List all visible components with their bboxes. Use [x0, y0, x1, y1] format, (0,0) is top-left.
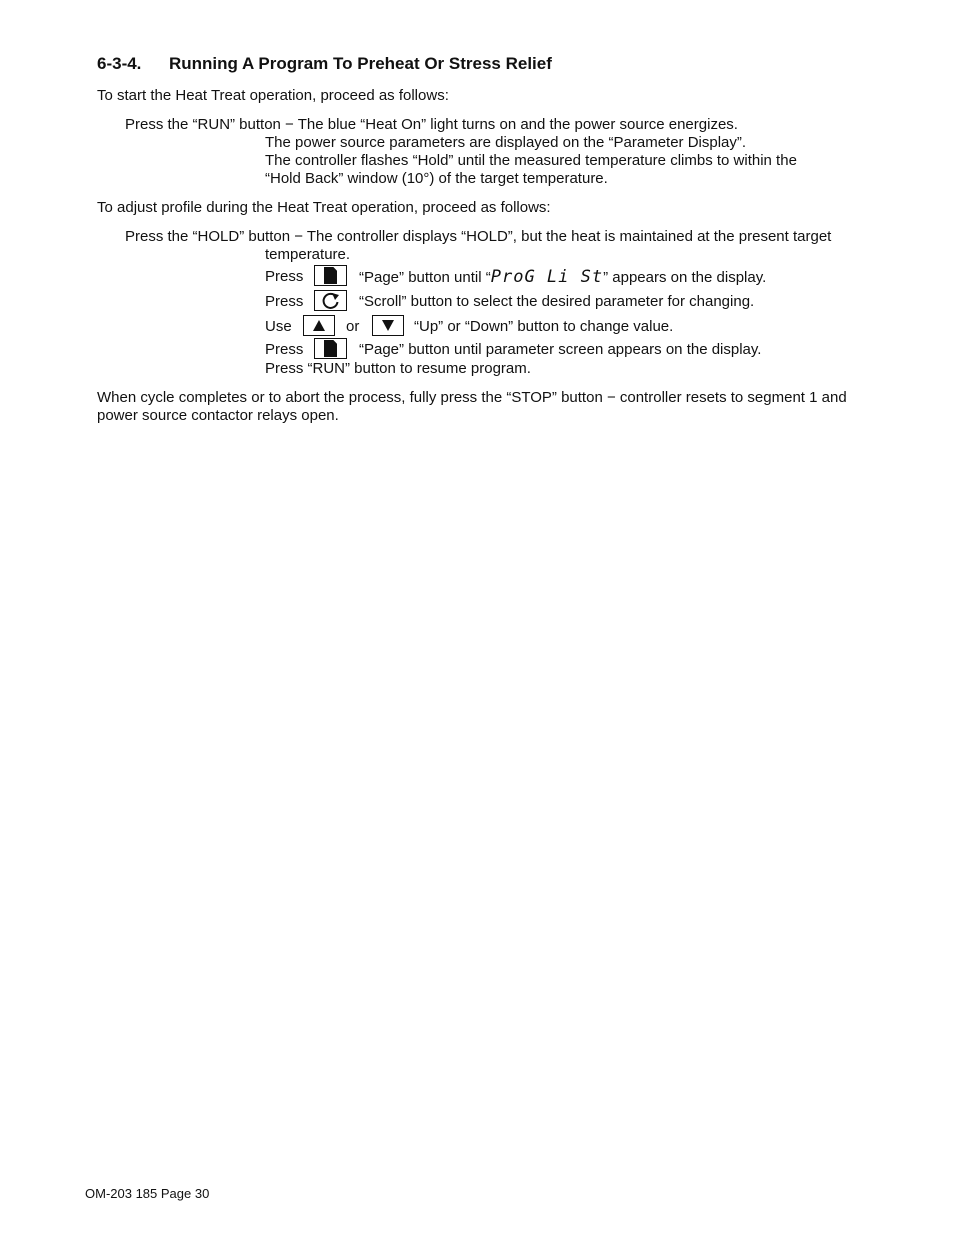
section-number: 6-3-4. [97, 54, 142, 73]
press-label: Press [265, 293, 304, 310]
page-footer: OM-203 185 Page 30 [85, 1186, 210, 1201]
run-step: Press the “RUN” button − The blue “Heat On” light turns on and the power source energizes. [125, 116, 738, 133]
section-heading [97, 54, 552, 74]
hold-step-continued: temperature. [265, 246, 351, 263]
scroll-instruction: “Scroll” button to select the desired parameter for changing. [359, 293, 755, 310]
section-title: Running A Program To Preheat Or Stress Relief [169, 54, 552, 73]
press-label: Press [265, 268, 304, 285]
adjust-intro: To adjust profile during the Heat Treat operation, proceed as follows: [97, 199, 551, 216]
updown-instruction: “Up” or “Down” button to change value. [414, 318, 674, 335]
page-until-instruction [359, 268, 766, 287]
page-button [314, 338, 347, 359]
start-line-2: The controller flashes “Hold” until the measured temperature climbs to within the [265, 152, 797, 169]
page-button [314, 265, 347, 286]
press-label: Press [265, 341, 304, 358]
lcd-display-text: ProG Li St [490, 267, 604, 287]
page-icon [324, 267, 337, 284]
page-param-instruction: “Page” button until parameter screen appears on the display. [359, 341, 762, 358]
down-button [372, 315, 404, 336]
start-line-1: The power source parameters are displayed on the “Parameter Display”. [265, 134, 747, 151]
down-arrow-icon [382, 320, 394, 331]
stop-line-2: power source contactor relays open. [97, 407, 339, 424]
use-label: Use [265, 318, 292, 335]
stop-line-1: When cycle completes or to abort the process, fully press the “STOP” button − controller resets to segment 1 and [97, 389, 847, 406]
page-until-prefix: “Page” button until “ [359, 269, 491, 286]
page-until-suffix: ” appears on the display. [603, 269, 767, 286]
up-button [303, 315, 335, 336]
resume-instruction: Press “RUN” button to resume program. [265, 360, 531, 377]
or-label: or [346, 318, 360, 335]
up-arrow-icon [313, 320, 325, 331]
start-line-3: “Hold Back” window (10°) of the target temperature. [265, 170, 608, 187]
page-icon [324, 340, 337, 357]
hold-step: Press the “HOLD” button − The controller displays “HOLD”, but the heat is maintained at the present target [125, 228, 832, 245]
scroll-button [314, 290, 347, 311]
scroll-icon [321, 292, 341, 310]
start-intro: To start the Heat Treat operation, proceed as follows: [97, 87, 449, 104]
